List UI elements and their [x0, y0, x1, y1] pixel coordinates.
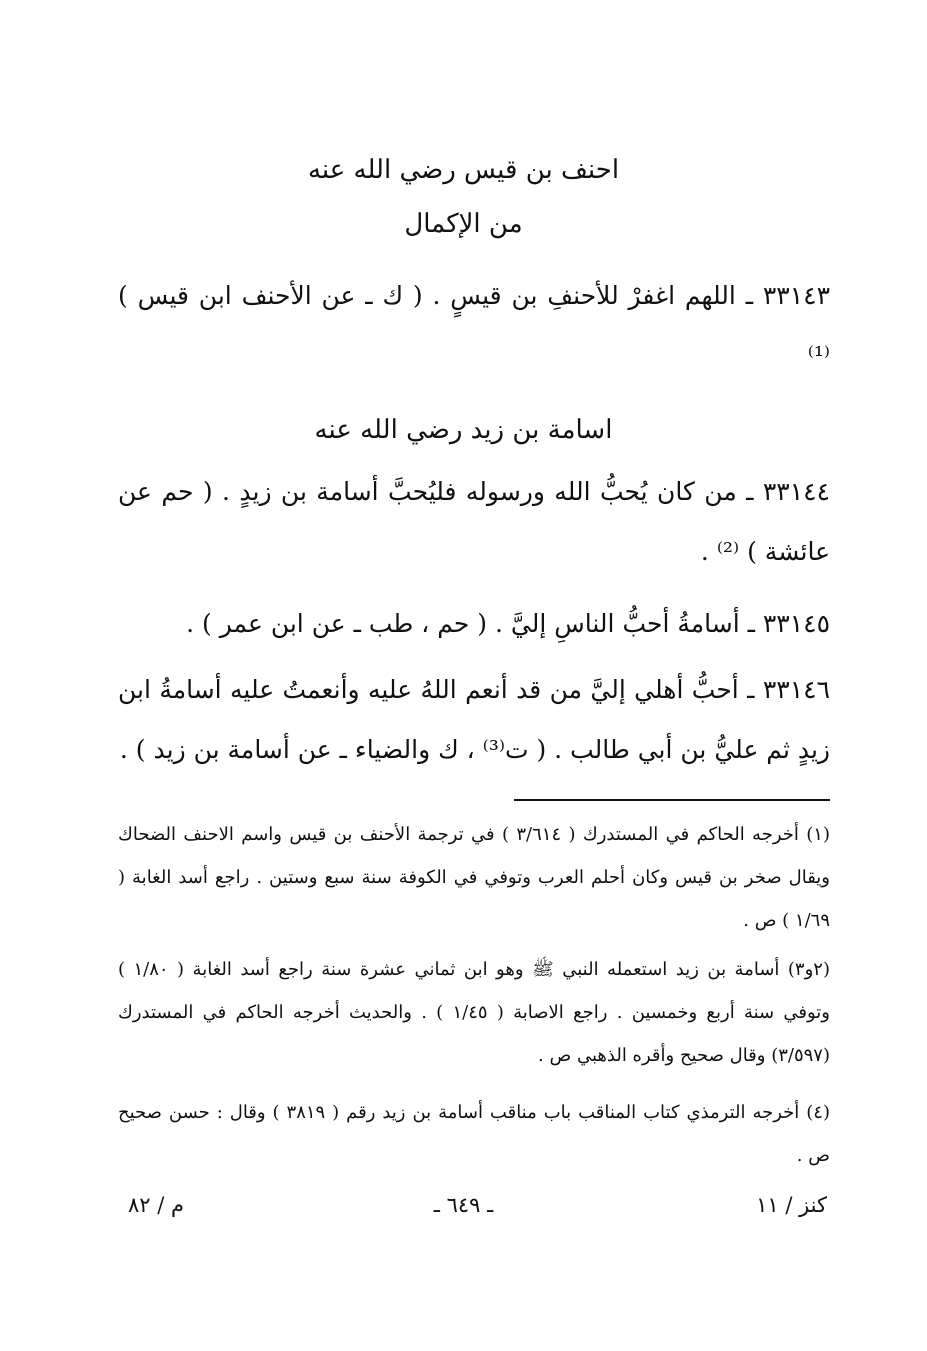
page-number: ـ ٦٤٩ ـ: [433, 1193, 494, 1217]
footnote-1: (١) أخرجه الحاكم في المستدرك ( ٣/٦١٤ ) في ترجمة الأحنف بن قيس واسم الاحنف الضحاك ويقال صخر بن قيس وكان أحلم العرب وتوفي في الكوفة سنة سبع وستين . راجع أسد الغابة ( ١/٦٩ ) ص .: [118, 824, 830, 931]
footer-volume-label: كنز / ١١: [756, 1193, 827, 1217]
footnote-divider: [514, 799, 830, 801]
hadith-33143: ٣٣١٤٣ ـ اللهم اغفرْ للأحنفِ بن قيسٍ . ( ك ـ عن الأحنف ابن قيس ) ⁽¹⁾: [118, 281, 830, 370]
section-subheading-ikmal: من الإكمال: [404, 209, 523, 239]
footnote-4: (٤) أخرجه الترمذي كتاب المناقب باب مناقب أسامة بن زيد رقم ( ٣٨١٩ ) وقال : حسن صحيح ص .: [118, 1102, 830, 1166]
section-heading-usama: اسامة بن زيد رضي الله عنه: [314, 415, 613, 445]
footnote-2-3: (٢و٣) أسامة بن زيد استعمله النبي ﷺ وهو ابن ثماني عشرة سنة راجع أسد الغابة ( ١/٨٠ ) وتوفي سنة أربع وخمسين . راجع الاصابة ( ١/٤٥ ) . والحديث أخرجه الحاكم في المستدرك (٣/٥٩٧) وقال صحيح وأقره الذهبي ص .: [118, 959, 830, 1066]
hadith-33145: ٣٣١٤٥ ـ أسامةُ أحبُّ الناسِ إليَّ . ( حم ، طب ـ عن ابن عمر ) .: [186, 609, 830, 638]
section-heading-ahnaf: احنف بن قيس رضي الله عنه: [307, 155, 620, 185]
footer-signature-label: م / ٨٢: [128, 1193, 184, 1217]
hadith-33146: ٣٣١٤٦ ـ أحبُّ أهلي إليَّ من قد أنعم اللهُ عليه وأنعمتُ عليه أسامةُ ابن زيدٍ ثم عليُّ بن أبي طالب . ( ت⁽³⁾ ، ك والضياء ـ عن أسامة بن زيد ) .: [118, 675, 830, 764]
hadith-33144: ٣٣١٤٤ ـ من كان يُحبُّ الله ورسوله فليُحبَّ أسامة بن زيدٍ . ( حم عن عائشة ) ⁽²⁾ .: [118, 477, 830, 566]
